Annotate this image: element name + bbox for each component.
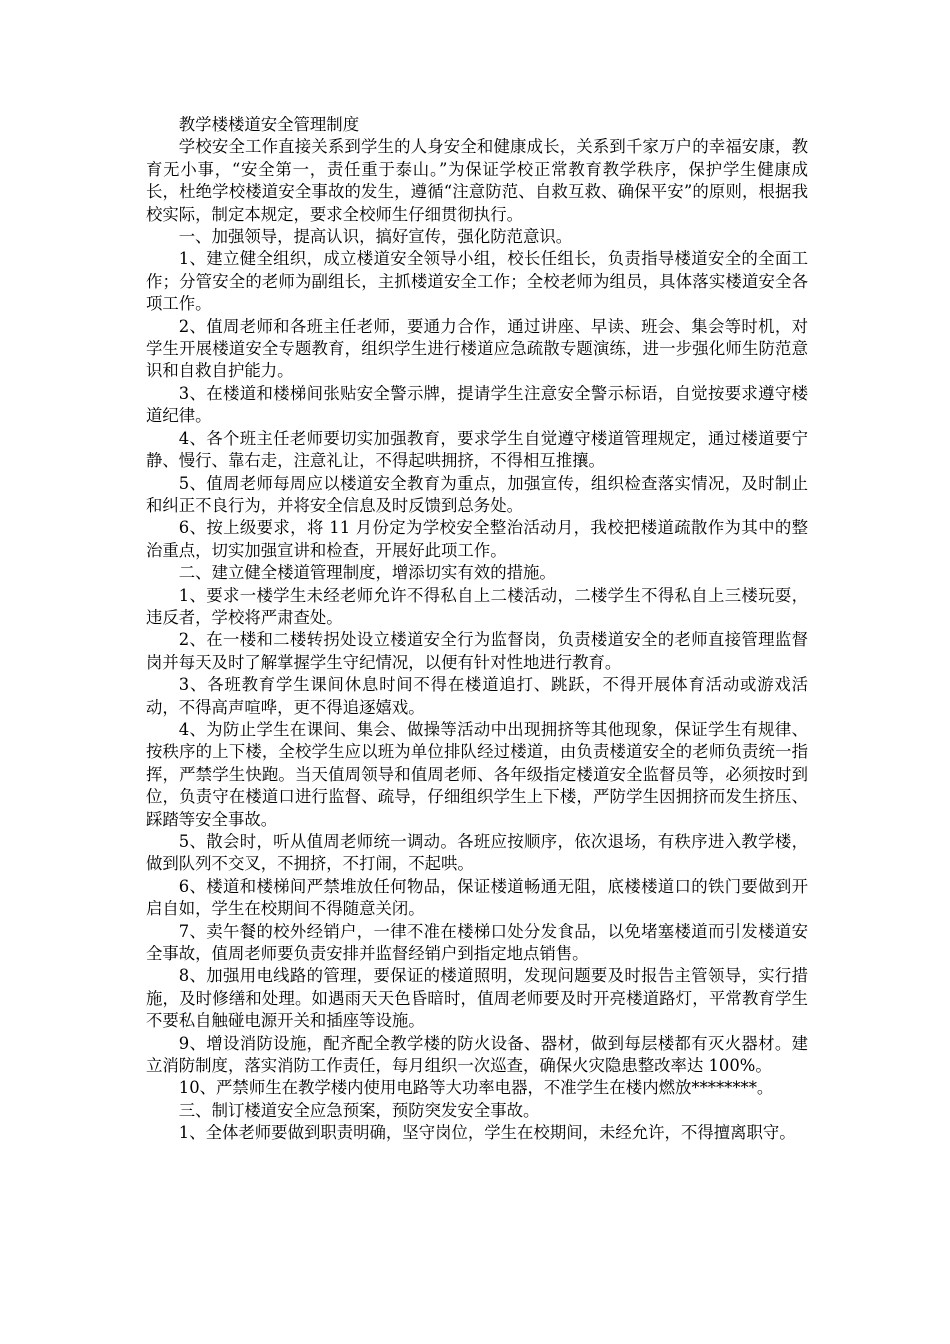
section-2-item-3: 3、各班教育学生课间休息时间不得在楼道追打、跳跃，不得开展体育活动或游戏活动，不得高声喧哗，更不得追逐嬉戏。 [146, 675, 808, 717]
section-2-item-6: 6、楼道和楼梯间严禁堆放任何物品，保证楼道畅通无阻，底楼楼道口的铁门要做到开启自如，学生在校期间不得随意关闭。 [146, 876, 808, 919]
section-2-item-5: 5、散会时，听从值周老师统一调动。各班应按顺序，依次退场，有秩序进入教学楼，做到队列不交叉，不拥挤，不打闹，不起哄。 [146, 832, 808, 874]
section-2-item-2: 2、在一楼和二楼转拐处设立楼道安全行为监督岗，负责楼道安全的老师直接管理监督岗并每天及时了解掌握学生守纪情况，以便有针对性地进行教育。 [146, 630, 808, 672]
section-1-item-3: 3、在楼道和楼梯间张贴安全警示牌，提请学生注意安全警示标语，自觉按要求遵守楼道纪律。 [146, 383, 808, 426]
document-title: 教学楼楼道安全管理制度 [178, 115, 360, 134]
section-1-item-5: 5、值周老师每周应以楼道安全教育为重点，加强宣传，组织检查落实情况，及时制止和纠正不良行为，并将安全信息及时反馈到总务处。 [146, 473, 808, 515]
section-heading-3: 三、制订楼道安全应急预案，预防突发安全事故。 [178, 1100, 540, 1120]
section-1-item-2: 2、值周老师和各班主任老师，要通力合作，通过讲座、早读、班会、集会等时机，对学生开展楼道安全专题教育，组织学生进行楼道应急疏散专题演练，进一步强化师生防范意识和自救自护能力。 [146, 316, 808, 381]
section-2-item-7: 7、卖午餐的校外经销户，一律不准在楼梯口处分发食品，以免堵塞楼道而引发楼道安全事故，值周老师要负责安排并监督经销户到指定地点销售。 [146, 921, 808, 964]
document-page [146, 114, 808, 1145]
section-1-item-1: 1、建立健全组织，成立楼道安全领导小组，校长任组长，负责指导楼道安全的全面工作；分管安全的老师为副组长，主抓楼道安全工作；全校老师为组员，具体落实楼道安全各项工作。 [146, 249, 808, 314]
section-1-item-4: 4、各个班主任老师要切实加强教育，要求学生自觉遵守楼道管理规定，通过楼道要宁静、慢行、靠右走，注意礼让，不得起哄拥挤，不得相互推攘。 [146, 428, 808, 471]
intro-paragraph: 学校安全工作直接关系到学生的人身安全和健康成长，关系到千家万户的幸福安康，教育无小事，“安全第一，责任重于泰山。”为保证学校正常教育教学秩序，保护学生健康成长，杜绝学校楼道安全事故的发生，遵循“注意防范、自救互救、确保平安”的原则，根据我校实际，制定本规定，要求全校师生仔细贯彻执行。 [146, 137, 808, 224]
section-heading-2: 二、建立健全楼道管理制度，增添切实有效的措施。 [178, 563, 556, 583]
section-heading-1: 一、加强领导，提高认识，搞好宣传，强化防范意识。 [178, 227, 573, 247]
section-2-item-1: 1、要求一楼学生未经老师允许不得私自上二楼活动，二楼学生不得私自上三楼玩耍，违反者，学校将严肃查处。 [146, 585, 808, 627]
section-1-item-6: 6、按上级要求，将 11 月份定为学校安全整治活动月，我校把楼道疏散作为其中的整治重点，切实加强宣讲和检查，开展好此项工作。 [146, 518, 808, 560]
section-2-item-4: 4、为防止学生在课间、集会、做操等活动中出现拥挤等其他现象，保证学生有规律、按秩序的上下楼，全校学生应以班为单位排队经过楼道，由负责楼道安全的老师负责统一指挥，严禁学生快跑。当天值周领导和值周老师、各年级指定楼道安全监督员等，必须按时到位，负责守在楼道口进行监督、疏导，仔细组织学生上下楼，严防学生因拥挤而发生挤压、踩踏等安全事故。 [146, 719, 808, 829]
section-2-item-8: 8、加强用电线路的管理，要保证的楼道照明，发现问题要及时报告主管领导，实行措施，及时修缮和处理。如遇雨天天色昏暗时，值周老师要及时开亮楼道路灯，平常教育学生不要私自触碰电源开关和插座等设施。 [146, 966, 808, 1031]
section-3-item-1: 1、全体老师要做到职责明确，坚守岗位，学生在校期间，未经允许，不得擅离职守。 [178, 1123, 796, 1143]
section-2-item-9: 9、增设消防设施，配齐配全教学楼的防火设备、器材，做到每层楼都有灭火器材。建立消防制度，落实消防工作责任，每月组织一次巡查，确保火灾隐患整改率达 100%。 [146, 1033, 808, 1076]
section-2-item-10: 10、严禁师生在教学楼内使用电路等大功率电器，不准学生在楼内燃放********。 [178, 1078, 774, 1098]
